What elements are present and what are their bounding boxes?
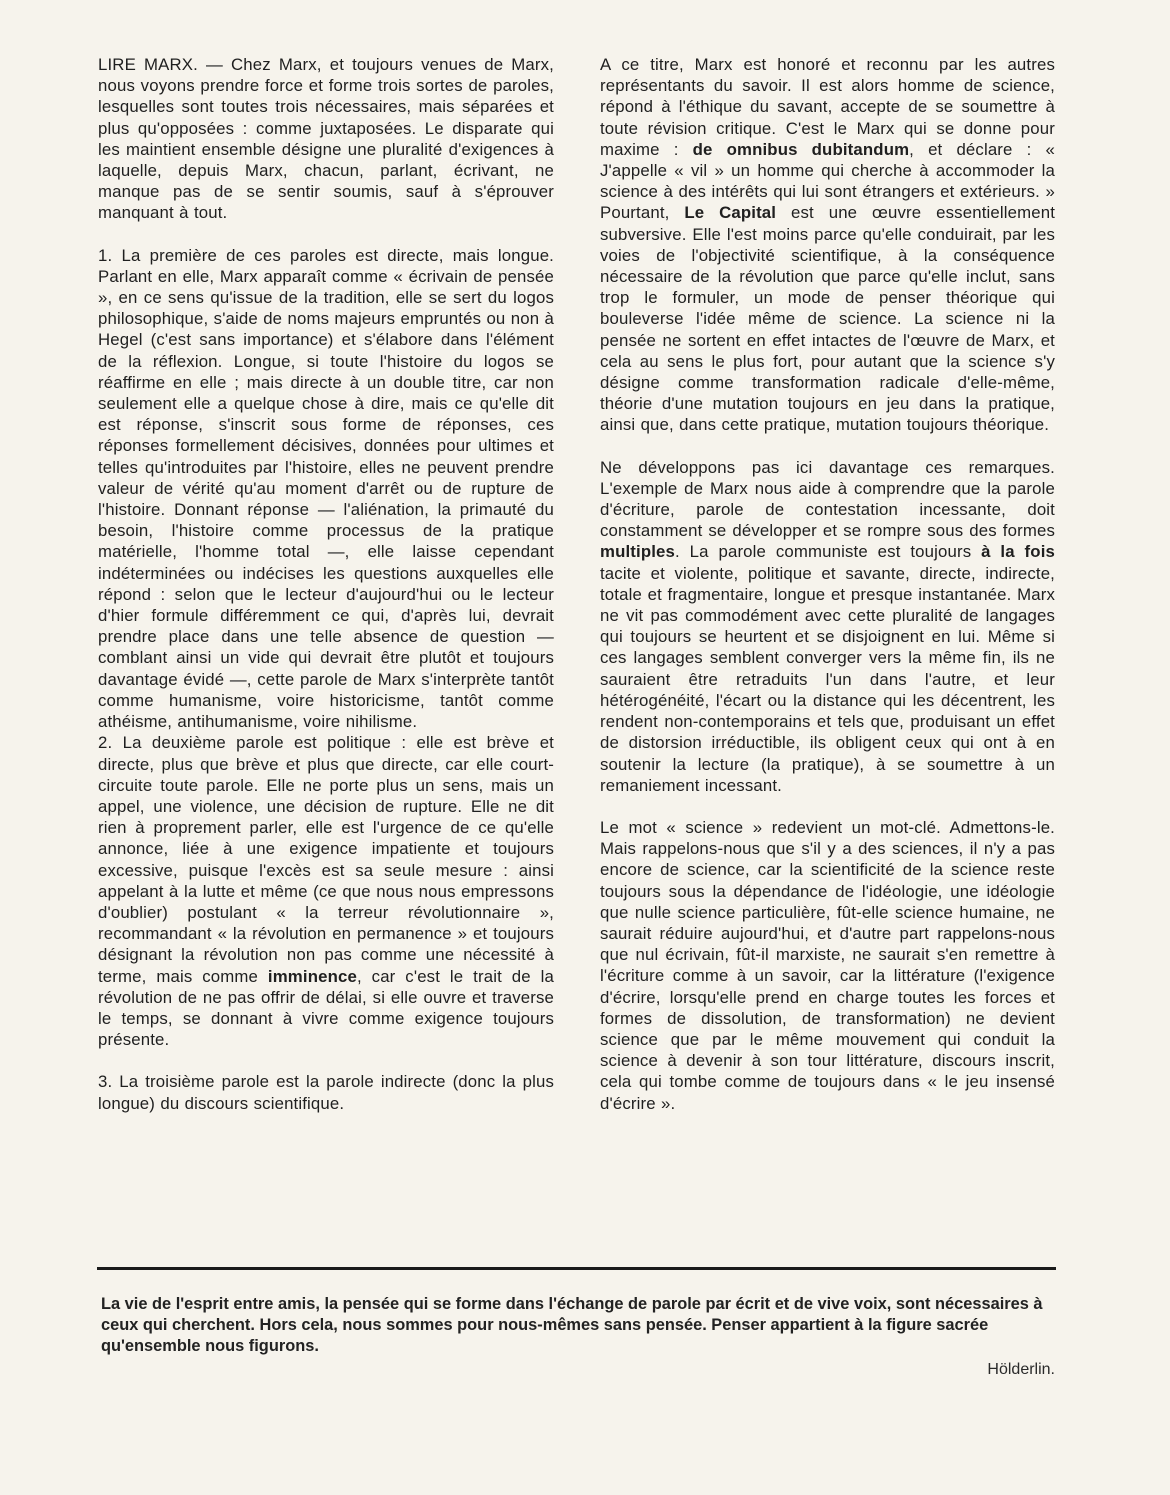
text-run: est une œuvre essentiellement subversive. Elle l'est moins parce qu'elle conduirait, par les voies de l'objectivité scientifique, à la conséquence nécessaire de la révolution que parce qu'elle inclut, sans trop le formuler, un mode de penser théorique qui bouleverse l'idée même de science. La science ni la pensée ne sortent en effet intactes de l'œuvre de Marx, et cela au sens le plus fort, pour autant que la science s'y désigne comme transformation radicale d'elle-même, théorie d'une mutation toujours en jeu dans la pratique, ainsi que, dans cette pratique, mutation toujours théorique. — [600, 203, 1056, 435]
emphasis-multiples: multiples — [600, 542, 676, 562]
left-column — [98, 54, 554, 1135]
text-run: . La parole communiste est toujours — [675, 542, 972, 562]
right-column — [600, 54, 1055, 1135]
text-run: Ne développons pas ici davantage ces remarques. L'exemple de Marx nous aide à comprendre que la parole d'écriture, parole de contestation incessante, doit constamment se développer et se rompre sous des formes — [600, 457, 1055, 541]
paragraph-remarques — [600, 457, 1055, 796]
emphasis-a-la-fois: à la fois — [981, 542, 1055, 562]
quote-author: Hölderlin. — [987, 1361, 1055, 1378]
epigraph-quote: La vie de l'esprit entre amis, la pensée qui se forme dans l'échange de parole par écrit et de vive voix, sont nécessaires à ceux qui cherchent. Hors cela, nous sommes pour nous-mêmes sans pensée. Penser appartient à la figure sacrée qu'ensemble nous figurons. — [101, 1295, 1043, 1355]
emphasis-le-capital: Le Capital — [684, 203, 777, 223]
text-run: A ce titre, Marx est honoré et reconnu par les autres représentants du savoir. Il est alors homme de science, répond à l'éthique du savant, accepte de se soumettre à toute révision critique. C'est le Marx qui se donne pour maxime : — [600, 55, 1055, 159]
paragraph-first-parole: 1. La première de ces paroles est directe, mais longue. Parlant en elle, Marx apparaît comme « écrivain de pensée », en ce sens qu'issue de la tradition, elle se sert du logos philosophique, s'aide de noms majeurs empruntés ou non à Hegel (c'est sans importance) et s'élabore dans l'élément de la réflexion. Longue, si toute l'histoire du logos se réaffirme en elle ; mais directe à un double titre, car non seulement elle a quelque chose à dire, mais ce qu'elle dit est réponse, s'inscrit sous forme de réponses, ces réponses formellement décisives, données pour ultimes et telles qu'introduites par l'histoire, elles ne peuvent prendre valeur de vérité qu'au moment d'arrêt ou de rupture de l'histoire. Donnant réponse — l'aliénation, la primauté du besoin, l'histoire comme processus de la pratique matérielle, l'homme total —, elle laisse cependant indéterminées ou indécises les questions auxquelles elle répond : selon que le lecteur d'aujourd'hui ou le lecteur d'hier formule différemment ce qui, d'après lui, devrait prendre place dans une telle absence de question — comblant ainsi un vide qui devrait être plutôt et toujours davantage évidé —, cette parole de Marx s'interprète tantôt comme humanisme, voire historicisme, tantôt comme athéisme, antihumanisme, voire nihilisme. — [98, 245, 554, 732]
paragraph-lire-marx: LIRE MARX. — Chez Marx, et toujours venues de Marx, nous voyons prendre force et forme trois sortes de paroles, lesquelles sont toutes trois nécessaires, mais séparées et plus qu'opposées : comme juxtaposées. Le disparate qui les maintient ensemble désigne une pluralité d'exigences à laquelle, depuis Marx, chacun, parlant, écrivant, ne manque pas de se sentir soumis, sauf à s'éprouver manquant à tout. — [98, 55, 554, 223]
emphasis-de-omnibus: de omnibus dubitandum — [692, 139, 910, 159]
emphasis-imminence: imminence — [267, 966, 357, 986]
text-run: , car c'est le trait de la révolution de ne pas offrir de délai, si elle ouvre et traverse le temps, se donnant à vivre comme exigence toujours présente. — [98, 966, 554, 1050]
paragraph-third-parole: 3. La troisième parole est la parole indirecte (donc la plus longue) du discours scientifique. — [98, 1072, 554, 1113]
paragraph-second-parole — [98, 732, 554, 1050]
text-run: 2. La deuxième parole est politique : elle est brève et directe, plus que brève et plus que directe, car elle court-circuite toute parole. Elle ne porte plus un sens, mais un appel, une violence, une décision de rupture. Elle ne dit rien à proprement parler, elle est l'urgence de ce qu'elle annonce, liée à une exigence impatiente et toujours excessive, puisque l'excès est sa seule mesure : ainsi appelant à la lutte et même (ce que nous nous empressons d'oublier) postulant « la terreur révolutionnaire », recommandant « la révolution en permanence » et toujours désignant la révolution non pas comme une nécessité à terme, mais comme — [98, 733, 554, 986]
paragraph-mot-science: Le mot « science » redevient un mot-clé. Admettons-le. Mais rappelons-nous que s'il y a des sciences, il n'y a pas encore de science, car la scientificité de la science reste toujours sous la dépendance de l'idéologie, une idéologie que nulle science particulière, fût-elle science humaine, ne saurait réduire aujourd'hui, et d'autre part rappelons-nous que nul écrivain, fût-il marxiste, ne saurait s'en remettre à l'écriture comme à un savoir, car la littérature (l'exigence d'écrire, lorsqu'elle prend en charge toutes les forces et formes de dissolution, de transformation) ne devient science que par le même mouvement qui conduit la science à devenir à son tour littérature, discours inscrit, cela qui tombe comme de toujours dans « le jeu insensé d'écrire ». — [600, 817, 1055, 1113]
text-run: , et déclare : « J'appelle « vil » un homme qui cherche à accommoder la science à des intérêts qui lui sont étrangers et extérieurs. » Pourtant, — [600, 139, 1055, 223]
horizontal-rule — [97, 1267, 1056, 1270]
paragraph-science — [600, 54, 1055, 436]
text-run: tacite et violente, politique et savante, directe, indirecte, totale et fragmentaire, longue et presque instantanée. Marx ne vit pas commodément avec cette pluralité de langages qui toujours se heurtent et se disjoignent en lui. Même si ces langages semblent converger vers la même fin, ils ne sauraient être retraduits l'un dans l'autre, et leur hétérogénéité, l'écart ou la distance qui les décentrent, les rendent non-contemporains et tels que, produisant un effet de distorsion irréductible, ils obligent ceux qui ont à en soutenir la lecture (la pratique), à se soumettre à un remaniement incessant. — [600, 563, 1055, 795]
